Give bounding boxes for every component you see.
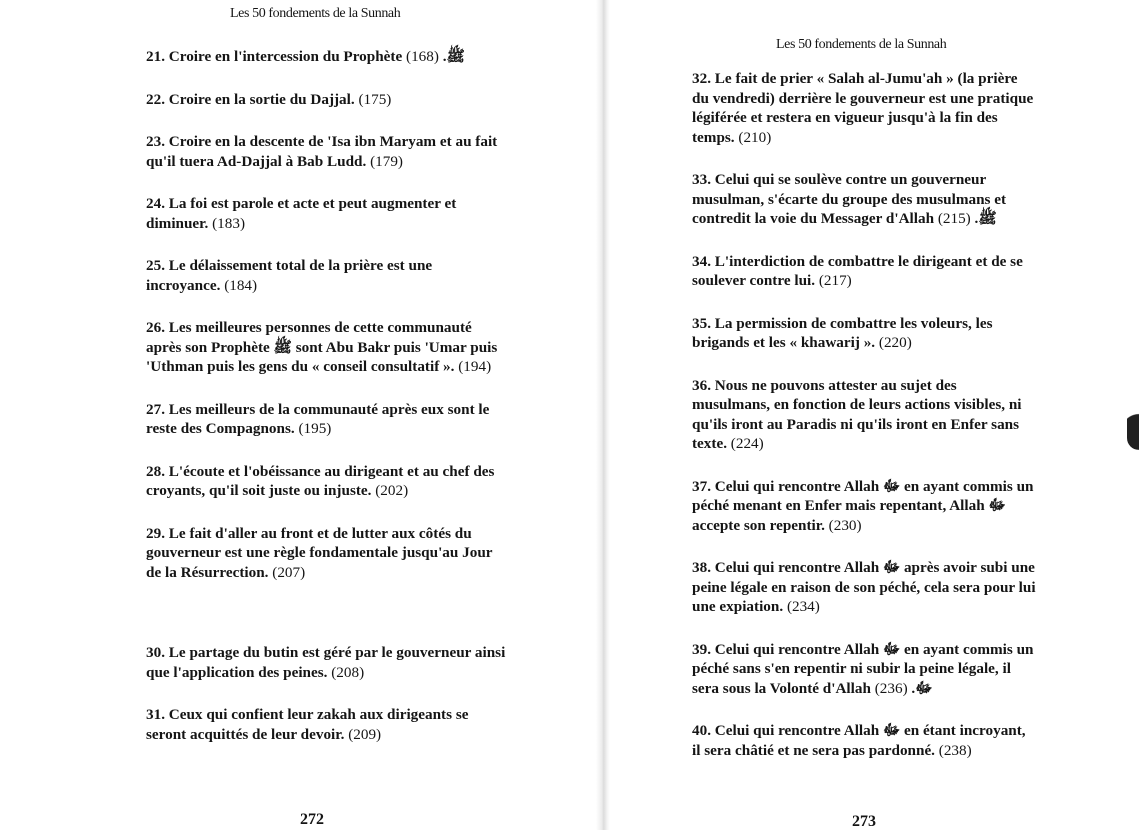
list-item: 34. L'interdiction de combattre le dirigeant et de se soulever contre lui. (217): [692, 252, 1023, 289]
list-item: 22. Croire en la sortie du Dajjal. (175): [146, 90, 392, 108]
list-item: 28. L'écoute et l'obéissance au dirigeant et au chef des croyants, qu'il soit juste ou injuste. (202): [146, 462, 495, 499]
page-edge-mark: [1127, 390, 1139, 450]
page-reference: (168): [406, 48, 439, 65]
list-item: 21. Croire en l'intercession du Prophète ﷺ. (168): [146, 48, 465, 65]
running-head: Les 50 fondements de la Sunnah: [230, 6, 401, 21]
list-item: 35. La permission de combattre les voleurs, les brigands et les « khawarij ». (220): [692, 314, 993, 351]
page-reference: (238): [938, 741, 972, 759]
item-list: [146, 47, 508, 767]
page-reference: (195): [298, 420, 332, 437]
running-head: Les 50 fondements de la Sunnah: [776, 37, 947, 52]
page-reference: (210): [738, 128, 772, 146]
spacer: [146, 605, 508, 643]
list-item: 33. Celui qui se soulève contre un gouverneur musulman, s'écarte du groupe des musulmans et contredit la voie du Messager d'Allah ﷺ. (215): [692, 171, 1007, 227]
page-reference: (194): [458, 358, 492, 375]
page-reference: (230): [828, 516, 862, 534]
list-item: 32. Le fait de prier « Salah al-Jumu'ah » (la prière du vendredi) derrière le gouverneur est une pratique légiférée et restera en vigueur jusqu'à la fin des temps. (210): [692, 70, 1034, 146]
list-item: 25. Le délaissement total de la prière est une incroyance. (184): [146, 257, 433, 294]
list-item: 36. Nous ne pouvons attester au sujet des musulmans, en fonction de leurs actions visibles, ni qu'ils iront au Paradis ni qu'ils iront en Enfer sans texte. (224): [692, 376, 1022, 452]
page-reference: (183): [212, 214, 246, 232]
page-reference: (234): [786, 598, 820, 615]
page-reference: (175): [358, 90, 392, 108]
list-item: 29. Le fait d'aller au front et de lutter aux côtés du gouverneur est une règle fondamentale jusqu'au Jour de la Résurrection. (207): [146, 524, 493, 581]
list-item: 38. Celui qui rencontre Allah ﷻ après avoir subi une peine légale en raison de son péché, cela sera pour lui une expiation. (234): [692, 559, 1036, 615]
page-reference: (179): [370, 152, 403, 170]
list-item: 37. Celui qui rencontre Allah ﷻ en ayant commis un péché menant en Enfer mais repentant, Allah ﷻ accepte son repentir. (230): [692, 477, 1034, 534]
right-page: [600, 0, 1139, 830]
page-number: 272: [300, 811, 324, 828]
list-item: 26. Les meilleures personnes de cette communauté après son Prophète ﷺ sont Abu Bakr puis 'Umar puis 'Uthman puis les gens du « conseil consultatif ». (194): [146, 319, 498, 375]
page-reference: (217): [818, 272, 852, 289]
page-reference: (224): [730, 435, 764, 452]
page-reference: (236): [874, 679, 908, 697]
page-reference: (184): [224, 276, 258, 294]
list-item: 30. Le partage du butin est géré par le gouverneur ainsi que l'application des peines. (208): [146, 644, 506, 681]
page-reference: (202): [375, 482, 409, 499]
page-reference: (220): [878, 334, 912, 351]
page-reference: (209): [348, 725, 382, 743]
list-item: 23. Croire en la descente de 'Isa ibn Maryam et au fait qu'il tuera Ad-Dajjal à Bab Ludd. (179): [146, 133, 498, 170]
list-item: 24. La foi est parole et acte et peut augmenter et diminuer. (183): [146, 195, 457, 232]
page-reference: (208): [331, 663, 365, 681]
page-reference: (215): [937, 210, 971, 227]
list-item: 39. Celui qui rencontre Allah ﷻ en ayant commis un péché sans s'en repentir ni subir la peine légale, il sera sous la Volonté d'Allah ﷻ. (236): [692, 640, 1034, 697]
list-item: 40. Celui qui rencontre Allah ﷻ en étant incroyant, il sera châtié et ne sera pas pardonné. (238): [692, 722, 1026, 759]
list-item: 27. Les meilleurs de la communauté après eux sont le reste des Compagnons. (195): [146, 400, 490, 437]
page-reference: (207): [272, 563, 306, 581]
list-item: 31. Ceux qui confient leur zakah aux dirigeants se seront acquittés de leur devoir. (209): [146, 706, 469, 743]
page-number: 273: [852, 813, 876, 830]
item-list: [692, 69, 1037, 783]
